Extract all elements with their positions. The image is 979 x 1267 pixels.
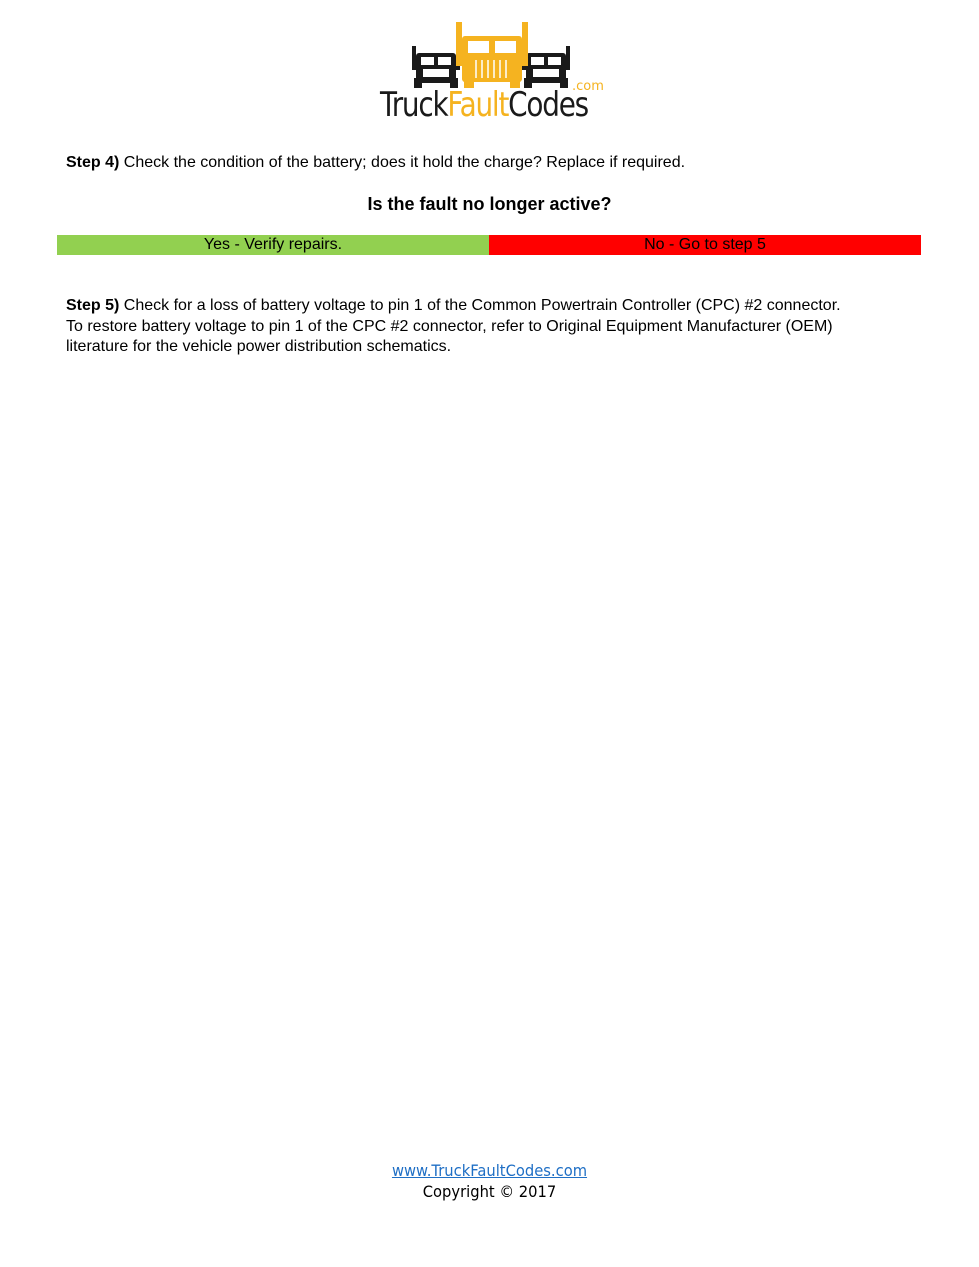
question-heading: Is the fault no longer active? — [367, 194, 612, 214]
answer-yes-button[interactable]: Yes - Verify repairs. — [57, 235, 489, 255]
logo-text-codes: Codes — [508, 85, 588, 125]
logo-wordmark — [380, 85, 588, 125]
logo-text-truck: Truck — [380, 85, 448, 125]
truckfaultcodes-logo — [376, 18, 608, 130]
step-4-label: Step 4) — [66, 154, 120, 171]
website-link[interactable]: www.TruckFaultCodes.com — [391, 1161, 588, 1180]
logo-com-suffix: .com — [572, 79, 604, 94]
step-4 — [66, 153, 856, 174]
copyright-text: Copyright © 2017 — [422, 1182, 557, 1201]
step-5-text: Check for a loss of battery voltage to pin 1 of the Common Powertrain Controller (CPC) #2 connector. To restore battery voltage to pin 1 of the CPC #2 connector, refer to Original Equipment Manufacturer (OEM) literature for the vehicle power distribution schematics. — [66, 297, 841, 355]
step-4-text: Check the condition of the battery; does it hold the charge? Replace if required. — [123, 154, 686, 171]
footer — [0, 1160, 979, 1202]
step-5-label: Step 5) — [66, 297, 120, 314]
truck-logo-icon — [376, 18, 608, 88]
answer-no-button[interactable]: No - Go to step 5 — [489, 235, 921, 255]
logo-text-fault: Fault — [447, 85, 509, 125]
answer-bar — [57, 235, 921, 255]
step-5 — [66, 296, 856, 358]
